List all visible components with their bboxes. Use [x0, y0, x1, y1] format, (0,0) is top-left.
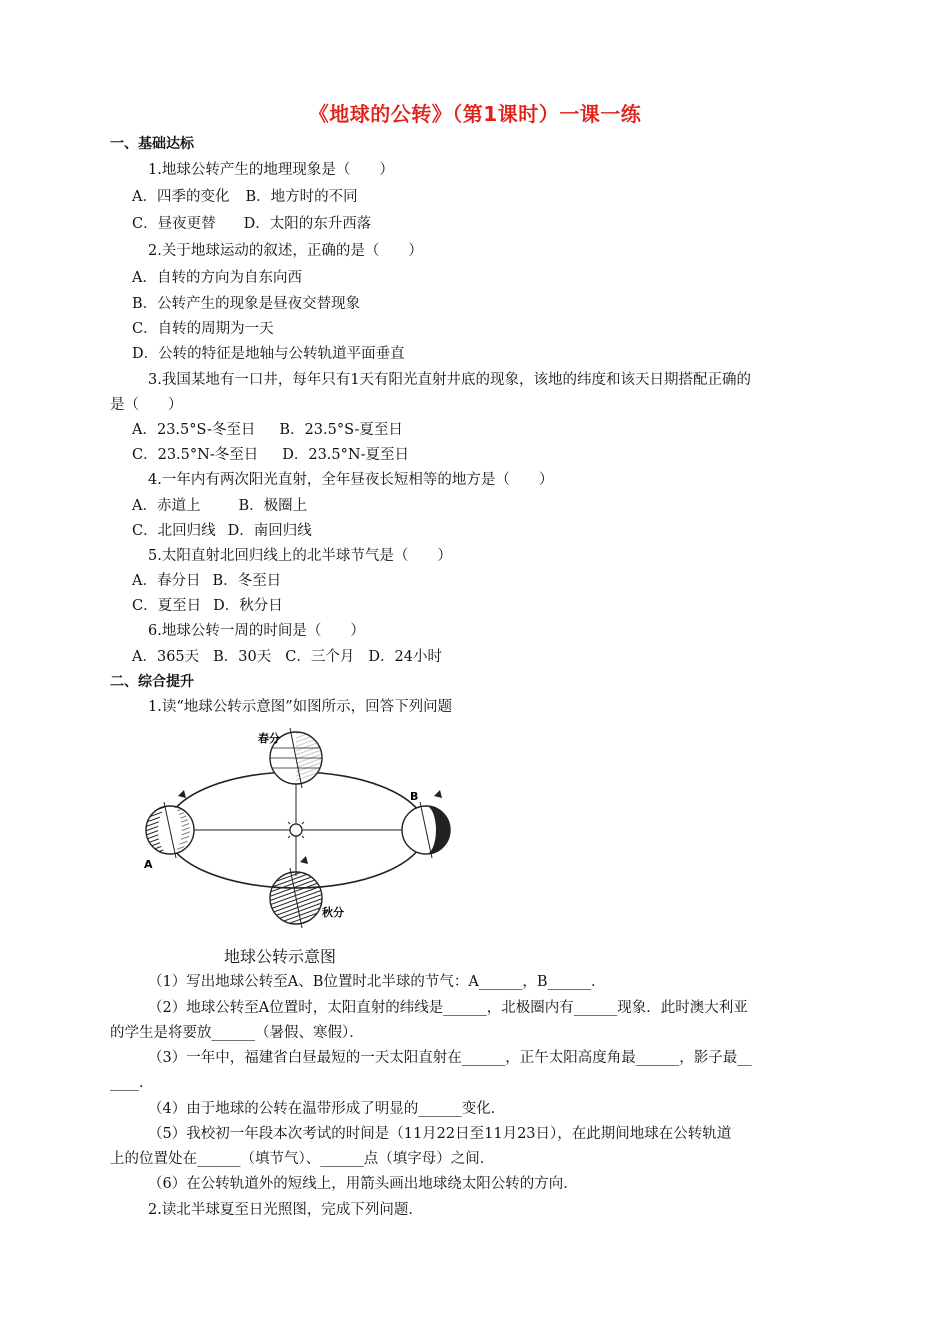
- option-4d: D．南回归线: [227, 523, 312, 539]
- option-6b: B．30天: [213, 649, 272, 665]
- question-3-options-row1: [132, 420, 403, 440]
- question-4-options-row1: [132, 496, 307, 516]
- option-4c: C．北回归线: [132, 523, 216, 539]
- problem-1-sub-5-line2: 上的位置处在______（填节气）、______点（填字母）之间．: [110, 1151, 495, 1167]
- option-3b: B．23.5°S-夏至日: [279, 422, 403, 438]
- problem-1-stem: 1.读“地球公转示意图”如图所示，回答下列问题: [148, 699, 453, 715]
- problem-2-stem: 2.读北半球夏至日光照图，完成下列问题．: [148, 1202, 423, 1218]
- question-4-options-row2: [132, 521, 312, 541]
- sun-icon: [284, 818, 308, 842]
- question-1-stem: 1.地球公转产生的地理现象是（ ）: [148, 162, 394, 178]
- section-heading-basic: 一、基础达标: [110, 136, 194, 152]
- problem-1-sub-3-line1: （3）一年中，福建省白昼最短的一天太阳直射在______，正午太阳高度角最______，影子最__: [148, 1050, 752, 1066]
- option-3c: C．23.5°N-冬至日: [132, 447, 259, 463]
- option-1a: A．四季的变化: [132, 189, 230, 205]
- option-5c: C．夏至日: [132, 598, 202, 614]
- option-2b: B．公转产生的现象是昼夜交替现象: [132, 296, 361, 312]
- question-6-stem: 6.地球公转一周的时间是（ ）: [148, 623, 365, 639]
- option-6a: A．365天: [132, 649, 200, 665]
- problem-1-sub-5-line1: （5）我校初一年段本次考试的时间是（11月22日至11月23日），在此期间地球在公转轨道: [148, 1126, 732, 1142]
- label-b: B: [410, 790, 419, 803]
- question-5-options-row2: [132, 596, 283, 616]
- option-6d: D．24小时: [368, 649, 442, 665]
- question-1-options-row2: [132, 214, 371, 234]
- problem-1-sub-6: （6）在公转轨道外的短线上，用箭头画出地球绕太阳公转的方向．: [148, 1176, 578, 1192]
- question-3-stem-line1: 3.我国某地有一口井，每年只有1天有阳光直射井底的现象，该地的纬度和该天日期搭配正确的: [148, 372, 752, 388]
- option-4b: B．极圈上: [238, 498, 308, 514]
- question-5-options-row1: [132, 571, 281, 591]
- problem-1-sub-1: （1）写出地球公转至A、B位置时北半球的节气：A______，B______．: [148, 974, 606, 990]
- question-4-stem: 4.一年内有两次阳光直射，全年昼夜长短相等的地方是（ ）: [148, 472, 554, 488]
- question-3-stem-line2: 是（ ）: [110, 397, 183, 413]
- option-1c: C．昼夜更替: [132, 216, 216, 232]
- option-1d: D．太阳的东升西落: [243, 216, 372, 232]
- problem-1-sub-4: （4）由于地球的公转在温带形成了明显的______变化．: [148, 1101, 506, 1117]
- option-5a: A．春分日: [132, 573, 201, 589]
- question-6-options: [132, 647, 442, 667]
- question-3-options-row2: [132, 445, 409, 465]
- option-5d: D．秋分日: [213, 598, 283, 614]
- option-2d: D．公转的特征是地轴与公转轨道平面垂直: [132, 346, 405, 362]
- problem-1-sub-3-line2: ____．: [110, 1075, 154, 1091]
- option-2c: C．自转的周期为一天: [132, 321, 274, 337]
- question-1-options-row1: [132, 187, 358, 207]
- option-6c: C．三个月: [285, 649, 355, 665]
- label-autumn: 秋分: [322, 906, 344, 919]
- label-spring: 春分: [258, 732, 280, 745]
- option-1b: B．地方时的不同: [245, 189, 358, 205]
- earth-a-icon: [146, 790, 194, 858]
- earth-orbit-diagram: [140, 726, 460, 938]
- option-3d: D．23.5°N-夏至日: [282, 447, 409, 463]
- question-5-stem: 5.太阳直射北回归线上的北半球节气是（ ）: [148, 548, 452, 564]
- diagram-caption: 地球公转示意图: [224, 947, 337, 966]
- option-5b: B．冬至日: [212, 573, 282, 589]
- option-3a: A．23.5°S-冬至日: [132, 422, 256, 438]
- option-2a: A．自转的方向为自东向西: [132, 270, 302, 286]
- question-2-stem: 2.关于地球运动的叙述，正确的是（ ）: [148, 243, 423, 259]
- section-heading-advanced: 二、综合提升: [110, 674, 194, 690]
- page-title: 《地球的公转》（第1课时）一课一练: [308, 102, 642, 126]
- option-4a: A．赤道上: [132, 498, 201, 514]
- label-a: A: [144, 858, 153, 871]
- problem-1-sub-2-line1: （2）地球公转至A位置时，太阳直射的纬线是______，北极圈内有______现象．此时澳大利亚: [148, 1000, 748, 1016]
- problem-1-sub-2-line2: 的学生是将要放______（暑假、寒假）．: [110, 1025, 364, 1041]
